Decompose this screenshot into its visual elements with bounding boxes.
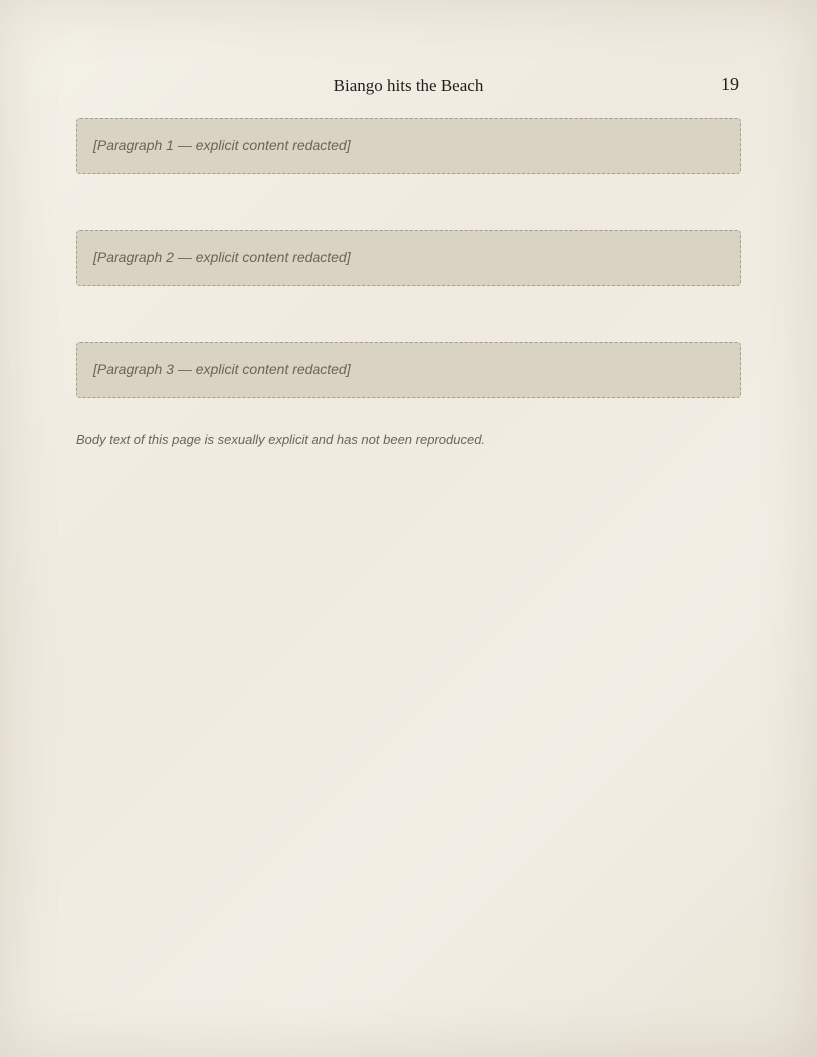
page-body bbox=[0, 96, 817, 452]
page-number: 19 bbox=[721, 74, 739, 94]
redaction-placeholder: [Paragraph 2 — explicit content redacted] bbox=[76, 230, 741, 286]
paragraph-block bbox=[76, 342, 741, 398]
redaction-placeholder: [Paragraph 1 — explicit content redacted] bbox=[76, 118, 741, 174]
paragraph-block bbox=[76, 230, 741, 286]
paragraph-block bbox=[76, 118, 741, 174]
paragraph-spacer bbox=[76, 204, 741, 230]
redaction-placeholder: [Paragraph 3 — explicit content redacted] bbox=[76, 342, 741, 398]
paragraph-spacer bbox=[76, 316, 741, 342]
page-header bbox=[0, 0, 817, 96]
running-title: Biango hits the Beach bbox=[333, 76, 484, 95]
content-notice: Body text of this page is sexually explicit and has not been reproduced. bbox=[76, 431, 486, 447]
